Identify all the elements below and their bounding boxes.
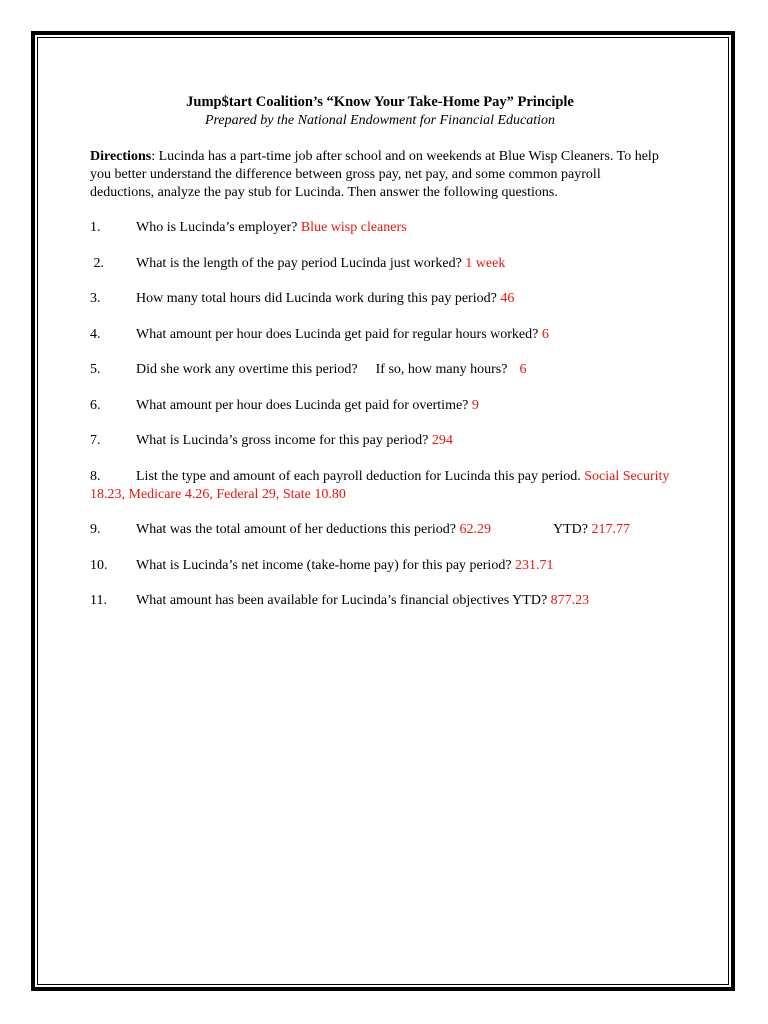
question-text: How many total hours did Lucinda work during this pay period?	[136, 291, 501, 306]
question-4	[90, 326, 670, 344]
question-text: What was the total amount of her deductions this period?	[136, 522, 460, 537]
question-text: What amount per hour does Lucinda get paid for overtime?	[136, 397, 472, 413]
question-number: 7.	[90, 433, 101, 448]
question-6	[90, 397, 670, 415]
question-8	[90, 468, 670, 504]
directions-paragraph	[90, 148, 665, 202]
worksheet-title: Jump$tart Coalition’s “Know Your Take-Home Pay” Principle	[186, 94, 574, 110]
question-text: What is Lucinda’s gross income for this pay period?	[136, 433, 432, 448]
question-number: 8.	[90, 468, 101, 484]
question-text: What amount per hour does Lucinda get paid for regular hours worked?	[136, 326, 542, 342]
answer-text: 62.29	[459, 522, 491, 537]
answer-text: Social Security 18.23, Medicare 4.26, Federal 29, State 10.80	[90, 468, 670, 502]
worksheet	[90, 92, 670, 610]
answer-text: 6	[541, 326, 549, 342]
question-text: Did she work any overtime this period?	[136, 362, 358, 377]
question-7	[90, 432, 670, 450]
answer-text: 294	[431, 433, 453, 448]
answer-text: 46	[500, 291, 515, 306]
answer-text: Blue wisp cleaners	[300, 220, 407, 235]
question-text: What amount has been available for Lucinda’s financial objectives YTD?	[136, 593, 551, 608]
answer-text: 1 week	[465, 255, 506, 271]
directions-label: Directions	[90, 149, 152, 164]
answer-text: 9	[471, 397, 479, 413]
question-text-ytd: YTD?	[552, 522, 592, 537]
question-number: 4.	[90, 326, 101, 342]
question-9	[90, 521, 670, 539]
question-10	[90, 557, 670, 575]
question-text-followup: If so, how many hours?	[375, 362, 508, 377]
question-5	[90, 361, 670, 379]
question-text: List the type and amount of each payroll deduction for Lucinda this pay period.	[136, 468, 585, 484]
question-text: What is the length of the pay period Lucinda just worked?	[136, 255, 466, 271]
question-number: 11.	[90, 593, 107, 608]
question-number: 9.	[90, 522, 101, 537]
question-number: 5.	[90, 362, 101, 377]
question-3	[90, 290, 670, 308]
question-number: 10.	[90, 557, 108, 573]
question-1	[90, 219, 670, 237]
question-11	[90, 592, 670, 610]
directions-text: : Lucinda has a part-time job after school and on weekends at Blue Wisp Cleaners. To help you better understand the difference between gross pay, net pay, and some common payroll deductions, analyze the pay stub for Lucinda. Then answer the following questions.	[90, 149, 659, 200]
question-2	[90, 255, 670, 273]
question-number: 1.	[90, 220, 101, 235]
answer-text: 231.71	[515, 557, 554, 573]
answer-text-ytd: 217.77	[591, 522, 630, 537]
answer-text: 6	[519, 362, 527, 377]
question-text: Who is Lucinda’s employer?	[136, 220, 301, 235]
question-text: What is Lucinda’s net income (take-home pay) for this pay period?	[136, 557, 516, 573]
question-number: 2.	[90, 255, 104, 271]
question-number: 3.	[90, 291, 101, 306]
answer-text: 877.23	[550, 593, 590, 608]
worksheet-subtitle: Prepared by the National Endowment for Financial Education	[204, 113, 556, 128]
question-number: 6.	[90, 397, 101, 413]
